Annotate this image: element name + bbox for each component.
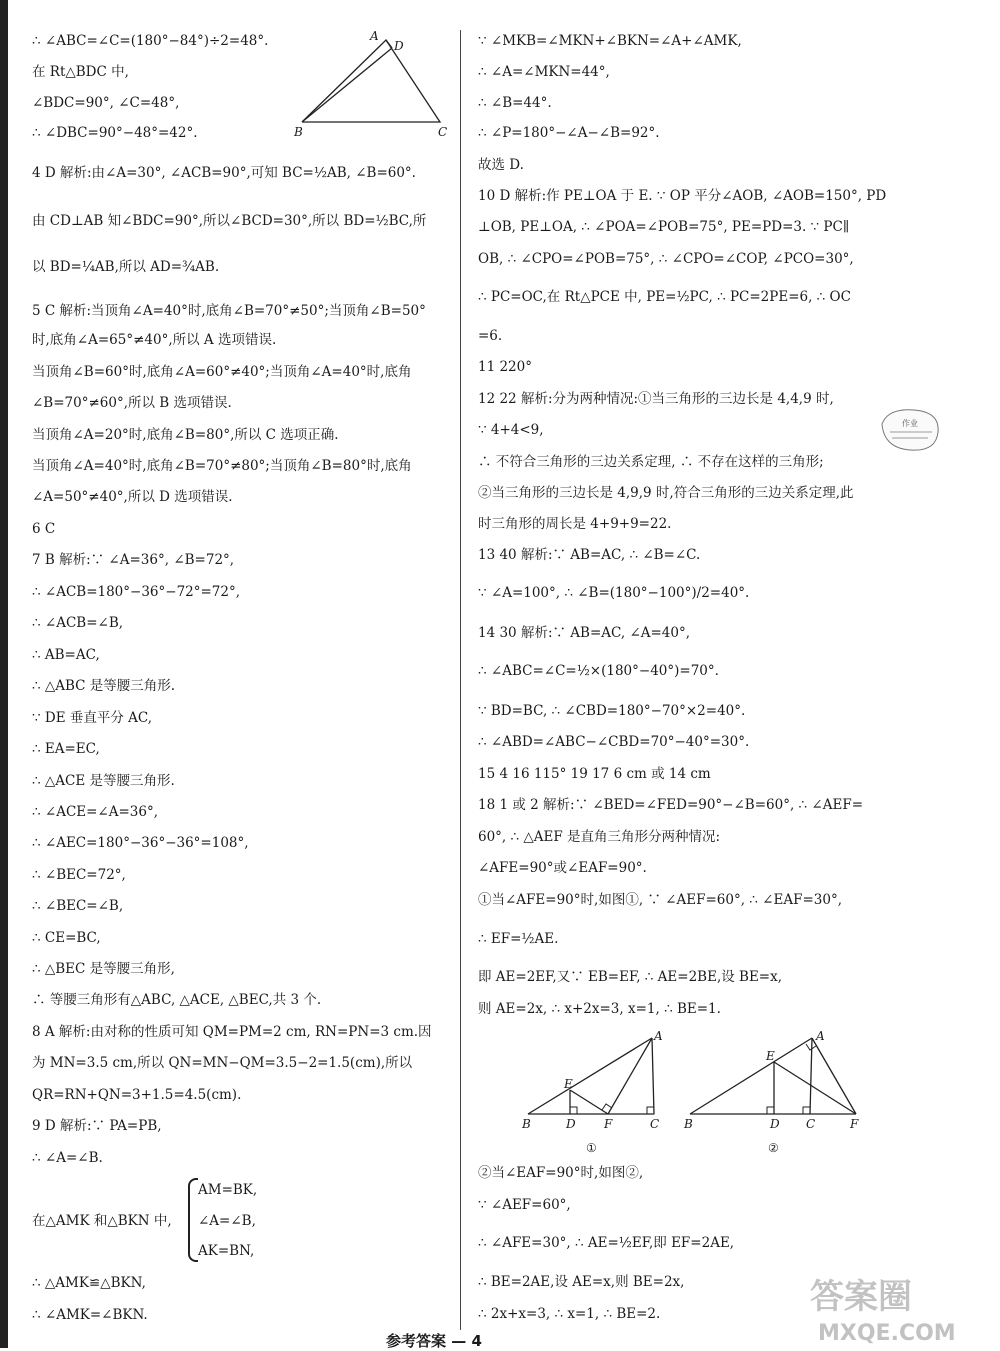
watermark-text: MXQE.COM xyxy=(818,1321,956,1345)
figure-1 xyxy=(518,1030,668,1160)
page-left-border xyxy=(0,0,8,1348)
fig2-label: B xyxy=(684,1117,693,1131)
right-line: ∵ 4+4<9, xyxy=(478,422,544,438)
stamp-icon xyxy=(874,404,946,456)
brace-prefix: 在△AMK 和△BKN 中, xyxy=(32,1213,172,1229)
right-line: ∴ BE=2AE,设 AE=x,则 BE=2x, xyxy=(478,1274,685,1290)
fig2-caption: ② xyxy=(768,1141,779,1155)
right-line: 故选 D. xyxy=(478,157,524,173)
right-line: ∵ ∠MKB=∠MKN+∠BKN=∠A+∠AMK, xyxy=(478,33,742,49)
answer-6: 6 C xyxy=(32,521,56,537)
left-line: ∴ ∠ACE=∠A=36°, xyxy=(32,804,159,820)
right-line: ∴ EF=½AE. xyxy=(478,931,559,947)
label-b: B xyxy=(294,125,303,139)
fig2-label: E xyxy=(766,1049,775,1063)
fig1-label: F xyxy=(604,1117,613,1131)
column-divider xyxy=(460,30,461,1330)
answer-13: 13 40 解析:∵ AB=AC, ∴ ∠B=∠C. xyxy=(478,547,701,563)
answer-8: 8 A 解析:由对称的性质可知 QM=PM=2 cm, RN=PN=3 cm.因 xyxy=(32,1024,432,1040)
page-footer: 参考答案 — 4 xyxy=(386,1332,482,1350)
left-line: ∴ ∠ACB=180°−36°−72°=72°, xyxy=(32,584,241,600)
right-line: ②当三角形的三边长是 4,9,9 时,符合三角形的三边关系定理,此 xyxy=(478,485,854,501)
right-line: ∴ 2x+x=3, ∴ x=1, ∴ BE=2. xyxy=(478,1306,661,1322)
right-line: ⊥OB, PE⊥OA, ∴ ∠POA=∠POB=75°, PE=PD=3. ∵ PC∥ xyxy=(478,219,850,235)
left-line: ∴ △ABC 是等腰三角形. xyxy=(32,678,176,694)
left-line: ∴ ∠BEC=∠B, xyxy=(32,898,124,914)
left-line: 在 Rt△BDC 中, xyxy=(32,64,129,80)
right-line: ∴ 不符合三角形的三边关系定理, ∴ 不存在这样的三角形; xyxy=(478,454,824,470)
left-line: ∴ △ACE 是等腰三角形. xyxy=(32,773,175,789)
figure-2 xyxy=(680,1030,865,1160)
right-line: ②当∠EAF=90°时,如图②, xyxy=(478,1165,644,1181)
left-line: 时,底角∠A=65°≠40°,所以 A 选项错误. xyxy=(32,332,277,348)
right-line: OB, ∴ ∠CPO=∠POB=75°, ∴ ∠CPO=∠COP, ∠PCO=30°, xyxy=(478,251,854,267)
right-line: ∴ ∠B=44°. xyxy=(478,95,552,111)
fig2-label: F xyxy=(850,1117,859,1131)
label-d: D xyxy=(394,39,404,53)
left-line: ∴ ∠ACB=∠B, xyxy=(32,615,124,631)
left-line: ∴ EA=EC, xyxy=(32,741,100,757)
fig1-label: A xyxy=(654,1030,663,1043)
left-line: ∴ ∠A=∠B. xyxy=(32,1150,103,1166)
right-line: ∵ BD=BC, ∴ ∠CBD=180°−70°×2=40°. xyxy=(478,703,746,719)
brace-item: AM=BK, xyxy=(198,1182,258,1198)
left-line: ∠BDC=90°, ∠C=48°, xyxy=(32,95,180,111)
left-line: ∴ 等腰三角形有△ABC, △ACE, △BEC,共 3 个. xyxy=(32,992,322,1008)
right-line: 则 AE=2x, ∴ x+2x=3, x=1, ∴ BE=1. xyxy=(478,1001,721,1017)
fig2-label: D xyxy=(770,1117,780,1131)
left-line: ∴ ∠AEC=180°−36°−36°=108°, xyxy=(32,835,249,851)
watermark-logo-text: 答案圈 xyxy=(810,1277,912,1317)
fig2-label: A xyxy=(816,1030,825,1043)
answer-14: 14 30 解析:∵ AB=AC, ∠A=40°, xyxy=(478,625,691,641)
left-line: ∴ CE=BC, xyxy=(32,930,101,946)
left-brace xyxy=(188,1178,198,1262)
right-line: ①当∠AFE=90°时,如图①, ∵ ∠AEF=60°, ∴ ∠EAF=30°, xyxy=(478,892,842,908)
right-line: 60°, ∴ △AEF 是直角三角形分两种情况: xyxy=(478,829,721,845)
answer-7: 7 B 解析:∵ ∠A=36°, ∠B=72°, xyxy=(32,552,235,568)
right-line: ∴ ∠AFE=30°, ∴ AE=½EF,即 EF=2AE, xyxy=(478,1235,735,1251)
brace-item: ∠A=∠B, xyxy=(198,1213,256,1229)
left-line: ∴ △BEC 是等腰三角形, xyxy=(32,961,175,977)
left-line: ∵ DE 垂直平分 AC, xyxy=(32,710,153,726)
right-line: 时三角形的周长是 4+9+9=22. xyxy=(478,516,672,532)
left-line: 当顶角∠A=40°时,底角∠B=70°≠80°;当顶角∠B=80°时,底角 xyxy=(32,458,412,474)
stamp-text: 作业 xyxy=(902,419,918,428)
left-line: 为 MN=3.5 cm,所以 QN=MN−QM=3.5−2=1.5(cm),所以 xyxy=(32,1055,413,1071)
left-line: ∴ △AMK≌△BKN, xyxy=(32,1275,146,1291)
left-line: ∠A=50°≠40°,所以 D 选项错误. xyxy=(32,489,233,505)
right-line: =6. xyxy=(478,328,503,344)
watermark-logo xyxy=(800,1270,995,1345)
answer-4: 4 D 解析:由∠A=30°, ∠ACB=90°,可知 BC=½AB, ∠B=60°. xyxy=(32,165,416,181)
right-line: ∴ ∠A=∠MKN=44°, xyxy=(478,64,610,80)
answer-12: 12 22 解析:分为两种情况:①当三角形的三边长是 4,4,9 时, xyxy=(478,391,834,407)
label-c: C xyxy=(438,125,448,139)
right-line: ∴ ∠P=180°−∠A−∠B=92°. xyxy=(478,125,660,141)
left-line: ∴ ∠DBC=90°−48°=42°. xyxy=(32,125,198,141)
left-line: 由 CD⊥AB 知∠BDC=90°,所以∠BCD=30°,所以 BD=½BC,所 xyxy=(32,213,427,229)
answer-5: 5 C 解析:当顶角∠A=40°时,底角∠B=70°≠50°;当顶角∠B=50° xyxy=(32,303,426,319)
right-line: ∠AFE=90°或∠EAF=90°. xyxy=(478,860,647,876)
fig1-label: C xyxy=(650,1117,660,1131)
right-line: ∵ ∠A=100°, ∴ ∠B=(180°−100°)/2=40°. xyxy=(478,585,750,601)
right-line: ∵ ∠AEF=60°, xyxy=(478,1197,571,1213)
left-line: ∴ ∠BEC=72°, xyxy=(32,867,126,883)
brace-item: AK=BN, xyxy=(198,1243,255,1259)
left-line: ∴ ∠AMK=∠BKN. xyxy=(32,1307,148,1323)
fig1-label: E xyxy=(564,1077,573,1091)
fig1-caption: ① xyxy=(586,1141,597,1155)
label-a: A xyxy=(370,29,379,43)
left-line: ∠B=70°≠60°,所以 B 选项错误. xyxy=(32,395,232,411)
answer-11: 11 220° xyxy=(478,359,532,375)
right-line: ∴ ∠ABC=∠C=½×(180°−40°)=70°. xyxy=(478,663,719,679)
left-line: ∴ AB=AC, xyxy=(32,647,100,663)
left-line: QR=RN+QN=3+1.5=4.5(cm). xyxy=(32,1087,242,1103)
answer-10: 10 D 解析:作 PE⊥OA 于 E. ∵ OP 平分∠AOB, ∠AOB=150°, PD xyxy=(478,188,887,204)
right-line: 即 AE=2EF,又∵ EB=EF, ∴ AE=2BE,设 BE=x, xyxy=(478,969,783,985)
left-line: ∴ ∠ABC=∠C=(180°−84°)÷2=48°. xyxy=(32,33,269,49)
right-line: ∴ PC=OC,在 Rt△PCE 中, PE=½PC, ∴ PC=2PE=6, ∴ OC xyxy=(478,289,851,305)
left-line: 当顶角∠B=60°时,底角∠A=60°≠40°;当顶角∠A=40°时,底角 xyxy=(32,364,412,380)
left-line: 当顶角∠A=20°时,底角∠B=80°,所以 C 选项正确. xyxy=(32,427,339,443)
left-line: 以 BD=¼AB,所以 AD=¾AB. xyxy=(32,259,220,275)
triangle-figure-abc xyxy=(290,28,460,143)
answer-18: 18 1 或 2 解析:∵ ∠BED=∠FED=90°−∠B=60°, ∴ ∠AEF= xyxy=(478,797,864,813)
fig1-label: D xyxy=(566,1117,576,1131)
fig1-label: B xyxy=(522,1117,531,1131)
answer-9: 9 D 解析:∵ PA=PB, xyxy=(32,1118,162,1134)
fig2-label: C xyxy=(806,1117,816,1131)
answers-15-17: 15 4 16 115° 19 17 6 cm 或 14 cm xyxy=(478,766,711,782)
right-line: ∴ ∠ABD=∠ABC−∠CBD=70°−40°=30°. xyxy=(478,734,750,750)
